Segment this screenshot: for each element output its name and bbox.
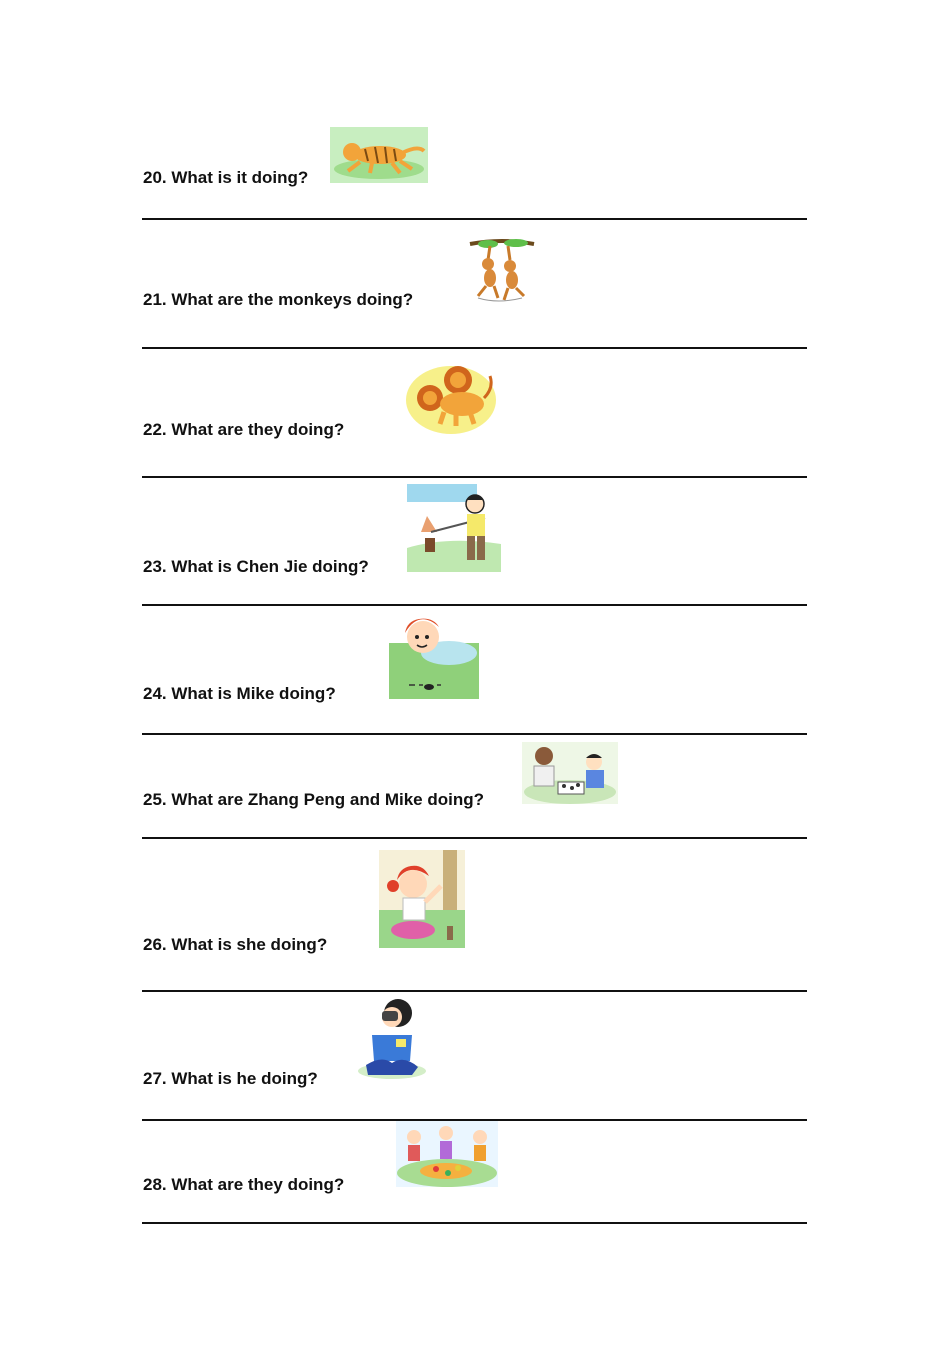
question-28 (143, 1175, 344, 1195)
fighting-lions-icon (404, 360, 498, 436)
question-text: What is Mike doing? (171, 684, 336, 703)
answer-line[interactable] (142, 990, 807, 992)
question-27 (143, 1069, 318, 1089)
answer-line[interactable] (142, 837, 807, 839)
swinging-monkeys-icon (468, 238, 536, 304)
question-number: 24. (143, 684, 167, 703)
question-24 (143, 684, 336, 704)
question-26 (143, 935, 327, 955)
boy-watching-ants-icon (389, 609, 479, 699)
answer-line[interactable] (142, 604, 807, 606)
question-number: 21. (143, 290, 167, 309)
question-text: What are they doing? (171, 420, 345, 439)
question-number: 26. (143, 935, 167, 954)
question-number: 27. (143, 1069, 167, 1088)
answer-line[interactable] (142, 733, 807, 735)
question-text: What is it doing? (171, 168, 309, 187)
boy-with-binoculars-icon (352, 995, 432, 1081)
question-text: What is Chen Jie doing? (171, 557, 369, 576)
question-number: 23. (143, 557, 167, 576)
girl-catching-butterfly-icon (407, 478, 501, 572)
running-tiger-icon (330, 127, 428, 183)
question-21 (143, 290, 413, 310)
question-25 (143, 790, 484, 810)
question-number: 20. (143, 168, 167, 187)
answer-line[interactable] (142, 1222, 807, 1224)
question-text: What are Zhang Peng and Mike doing? (171, 790, 484, 809)
question-number: 22. (143, 420, 167, 439)
question-23 (143, 557, 369, 577)
question-22 (143, 420, 344, 440)
question-text: What is she doing? (171, 935, 328, 954)
children-picnic-icon (396, 1121, 498, 1187)
answer-line[interactable] (142, 218, 807, 220)
boys-playing-chess-icon (522, 742, 618, 804)
question-number: 25. (143, 790, 167, 809)
answer-line[interactable] (142, 347, 807, 349)
question-text: What are they doing? (171, 1175, 345, 1194)
question-number: 28. (143, 1175, 167, 1194)
question-text: What is he doing? (171, 1069, 318, 1088)
question-20 (143, 168, 308, 188)
girl-picking-fruit-icon (379, 850, 465, 948)
question-text: What are the monkeys doing? (171, 290, 414, 309)
